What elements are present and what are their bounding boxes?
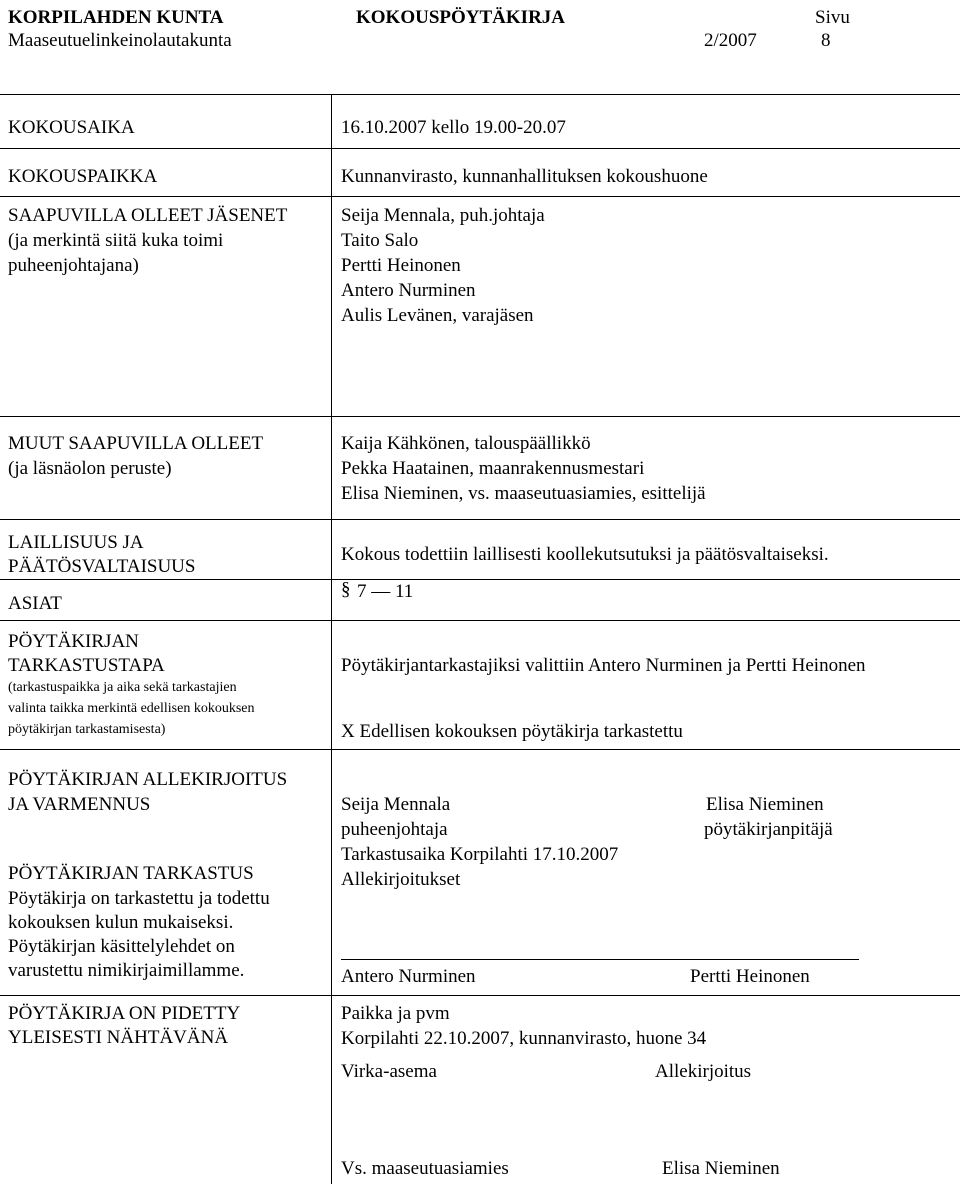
document-type: KOKOUSPÖYTÄKIRJA xyxy=(356,7,566,28)
signing-label: PÖYTÄKIRJAN ALLEKIRJOITUS xyxy=(8,769,288,790)
review-text: Pöytäkirjan käsittelylehdet on xyxy=(8,936,235,957)
row-divider xyxy=(0,579,960,580)
chair-name: Seija Mennala xyxy=(341,794,451,815)
table-top-border xyxy=(0,94,960,95)
review-method-value: Pöytäkirjantarkastajiksi valittiin Antero Nurminen ja Pertti Heinonen xyxy=(341,655,866,676)
member-name: Aulis Levänen, varajäsen xyxy=(341,305,534,326)
chair-role: puheenjohtaja xyxy=(341,819,448,840)
matters-value: 7 — 11 xyxy=(357,581,414,602)
review-method-note: valinta taikka merkintä edellisen kokouksen xyxy=(8,701,255,716)
row-divider xyxy=(0,148,960,149)
meeting-time-value: 16.10.2007 kello 19.00-20.07 xyxy=(341,117,566,138)
member-name: Antero Nurminen xyxy=(341,280,476,301)
review-time-place: Tarkastusaika Korpilahti 17.10.2007 xyxy=(341,844,619,865)
review-method-note: pöytäkirjan tarkastamisesta) xyxy=(8,722,166,737)
row-divider xyxy=(0,196,960,197)
review-text: varustettu nimikirjaimillamme. xyxy=(8,960,245,981)
signature-label: Allekirjoitus xyxy=(655,1061,752,1082)
place-date-value: Korpilahti 22.10.2007, kunnanvirasto, huone 34 xyxy=(341,1028,707,1049)
review-text: kokouksen kulun mukaiseksi. xyxy=(8,912,234,933)
row-divider xyxy=(0,995,960,996)
row-divider xyxy=(0,416,960,417)
review-method-label: TARKASTUSTAPA xyxy=(8,655,165,676)
meeting-time-label: KOKOUSAIKA xyxy=(8,117,135,138)
public-display-label: YLEISESTI NÄHTÄVÄNÄ xyxy=(8,1027,229,1048)
other-attendee: Pekka Haatainen, maanrakennusmestari xyxy=(341,458,645,479)
row-divider xyxy=(0,519,960,520)
members-label: SAAPUVILLA OLLEET JÄSENET xyxy=(8,205,288,226)
matters-label: ASIAT xyxy=(8,593,62,614)
row-divider xyxy=(0,749,960,750)
meeting-number: 2/2007 xyxy=(704,30,757,51)
municipality-name: KORPILAHDEN KUNTA xyxy=(8,7,224,28)
other-attendee: Kaija Kähkönen, talouspäällikkö xyxy=(341,433,591,454)
reviewer-name: Antero Nurminen xyxy=(341,966,476,987)
review-method-label: PÖYTÄKIRJAN xyxy=(8,631,139,652)
signatures-label: Allekirjoitukset xyxy=(341,869,461,890)
signer-name: Elisa Nieminen xyxy=(662,1158,780,1179)
section-sign: § xyxy=(341,579,351,600)
row-divider xyxy=(0,620,960,621)
member-name: Seija Mennala, puh.johtaja xyxy=(341,205,545,226)
others-label: MUUT SAAPUVILLA OLLEET xyxy=(8,433,264,454)
place-date-label: Paikka ja pvm xyxy=(341,1003,450,1024)
meeting-place-label: KOKOUSPAIKKA xyxy=(8,166,158,187)
members-label-note: (ja merkintä siitä kuka toimi xyxy=(8,230,224,251)
office-value: Vs. maaseutuasiamies xyxy=(341,1158,509,1179)
others-label-note: (ja läsnäolon peruste) xyxy=(8,458,172,479)
board-name: Maaseutuelinkeinolautakunta xyxy=(8,30,232,51)
legality-label: LAILLISUUS JA xyxy=(8,532,144,553)
review-label: PÖYTÄKIRJAN TARKASTUS xyxy=(8,863,254,884)
member-name: Pertti Heinonen xyxy=(341,255,461,276)
reviewer-name: Pertti Heinonen xyxy=(690,966,810,987)
page-label: Sivu xyxy=(815,7,850,28)
previous-minutes-checked: X Edellisen kokouksen pöytäkirja tarkastettu xyxy=(341,721,683,742)
page-number: 8 xyxy=(821,30,831,51)
legality-label: PÄÄTÖSVALTAISUUS xyxy=(8,556,196,577)
review-text: Pöytäkirja on tarkastettu ja todettu xyxy=(8,888,270,909)
signature-line xyxy=(341,959,859,960)
column-divider xyxy=(331,94,332,1184)
office-label: Virka-asema xyxy=(341,1061,437,1082)
meeting-place-value: Kunnanvirasto, kunnanhallituksen kokoushuone xyxy=(341,166,708,187)
review-method-note: (tarkastuspaikka ja aika sekä tarkastajien xyxy=(8,680,237,695)
other-attendee: Elisa Nieminen, vs. maaseutuasiamies, esittelijä xyxy=(341,483,706,504)
public-display-label: PÖYTÄKIRJA ON PIDETTY xyxy=(8,1003,241,1024)
signing-label: JA VARMENNUS xyxy=(8,794,151,815)
legality-value: Kokous todettiin laillisesti koollekutsutuksi ja päätösvaltaiseksi. xyxy=(341,544,829,565)
member-name: Taito Salo xyxy=(341,230,419,251)
members-label-note: puheenjohtajana) xyxy=(8,255,139,276)
secretary-name: Elisa Nieminen xyxy=(706,794,824,815)
secretary-role: pöytäkirjanpitäjä xyxy=(704,819,833,840)
